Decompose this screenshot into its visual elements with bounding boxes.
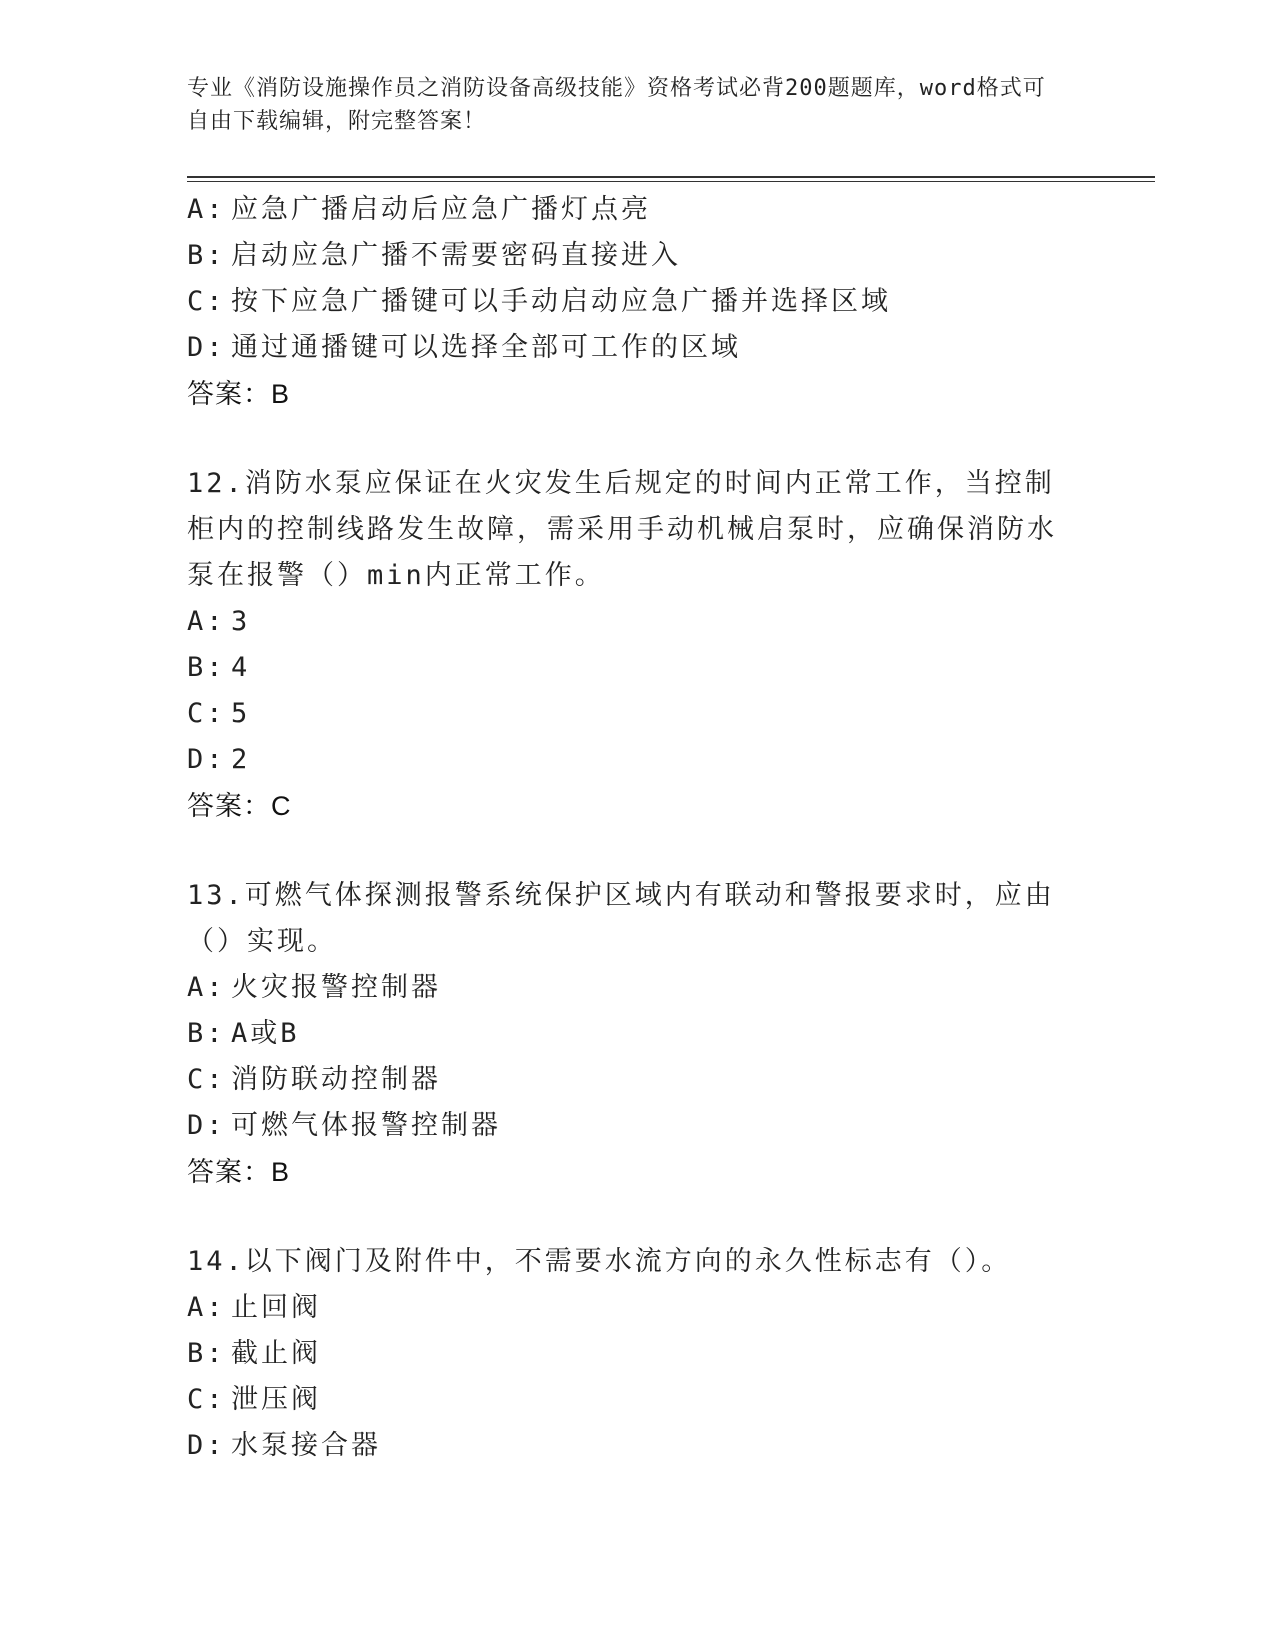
- option-text: 止回阀: [231, 1292, 321, 1323]
- option-text: 可燃气体报警控制器: [231, 1110, 501, 1141]
- option-label: B:: [187, 1018, 226, 1049]
- option-label: A:: [187, 606, 226, 637]
- option-label: A:: [187, 1292, 226, 1323]
- answer-line: 答案：C: [187, 791, 292, 821]
- option-text: 消防联动控制器: [231, 1064, 441, 1095]
- option-a: [187, 965, 1087, 1011]
- answer-line: 答案：B: [187, 1157, 291, 1187]
- option-b: [187, 1011, 1087, 1057]
- option-label: B:: [187, 1338, 226, 1369]
- option-a: [187, 1285, 1087, 1331]
- option-label: A:: [187, 972, 226, 1003]
- option-label: D:: [187, 332, 226, 363]
- question-content: [187, 187, 1087, 1469]
- option-label: C:: [187, 1384, 226, 1415]
- option-text: 通过通播键可以选择全部可工作的区域: [231, 332, 741, 363]
- question-12: [187, 461, 1087, 829]
- option-c: [187, 279, 1087, 325]
- option-text: A或B: [231, 1018, 300, 1049]
- option-text: 2: [231, 744, 251, 775]
- option-text: 启动应急广播不需要密码直接进入: [231, 240, 681, 271]
- spacer: [187, 1195, 1087, 1239]
- option-label: B:: [187, 240, 226, 271]
- question-stem: 14.以下阀门及附件中，不需要水流方向的永久性标志有（）。: [187, 1246, 1012, 1277]
- option-text: 3: [231, 606, 251, 637]
- prev-question-block: [187, 187, 1087, 417]
- spacer: [187, 829, 1087, 873]
- option-label: C:: [187, 1064, 226, 1095]
- question-stem: 13.可燃气体探测报警系统保护区域内有联动和警报要求时，应由（）实现。: [187, 880, 1055, 957]
- option-d: [187, 1423, 1087, 1469]
- option-a: [187, 599, 1087, 645]
- option-c: [187, 1377, 1087, 1423]
- header-rule-thin: [187, 181, 1155, 182]
- option-b: [187, 645, 1087, 691]
- option-text: 按下应急广播键可以手动启动应急广播并选择区域: [231, 286, 891, 317]
- option-text: 水泵接合器: [231, 1430, 381, 1461]
- question-13: [187, 873, 1087, 1195]
- option-text: 5: [231, 698, 251, 729]
- question-stem: 12.消防水泵应保证在火灾发生后规定的时间内正常工作，当控制柜内的控制线路发生故障，需采用手动机械启泵时，应确保消防水泵在报警（）min内正常工作。: [187, 468, 1057, 591]
- option-label: A:: [187, 194, 226, 225]
- spacer: [187, 417, 1087, 461]
- option-label: B:: [187, 652, 226, 683]
- option-a: [187, 187, 1087, 233]
- option-text: 4: [231, 652, 251, 683]
- option-d: [187, 737, 1087, 783]
- option-b: [187, 1331, 1087, 1377]
- option-label: D:: [187, 1430, 226, 1461]
- option-c: [187, 691, 1087, 737]
- question-14: [187, 1239, 1087, 1469]
- option-label: C:: [187, 698, 226, 729]
- option-c: [187, 1057, 1087, 1103]
- option-text: 火灾报警控制器: [231, 972, 441, 1003]
- option-label: C:: [187, 286, 226, 317]
- option-text: 应急广播启动后应急广播灯点亮: [231, 194, 651, 225]
- option-d: [187, 1103, 1087, 1149]
- option-text: 泄压阀: [231, 1384, 321, 1415]
- option-label: D:: [187, 744, 226, 775]
- option-d: [187, 325, 1087, 371]
- option-b: [187, 233, 1087, 279]
- answer-line: 答案：B: [187, 379, 291, 409]
- option-text: 截止阀: [231, 1338, 321, 1369]
- option-label: D:: [187, 1110, 226, 1141]
- header-rule-thick: [187, 176, 1155, 178]
- document-header: 专业《消防设施操作员之消防设备高级技能》资格考试必背200题题库，word格式可自由下载编辑，附完整答案！: [187, 76, 1046, 134]
